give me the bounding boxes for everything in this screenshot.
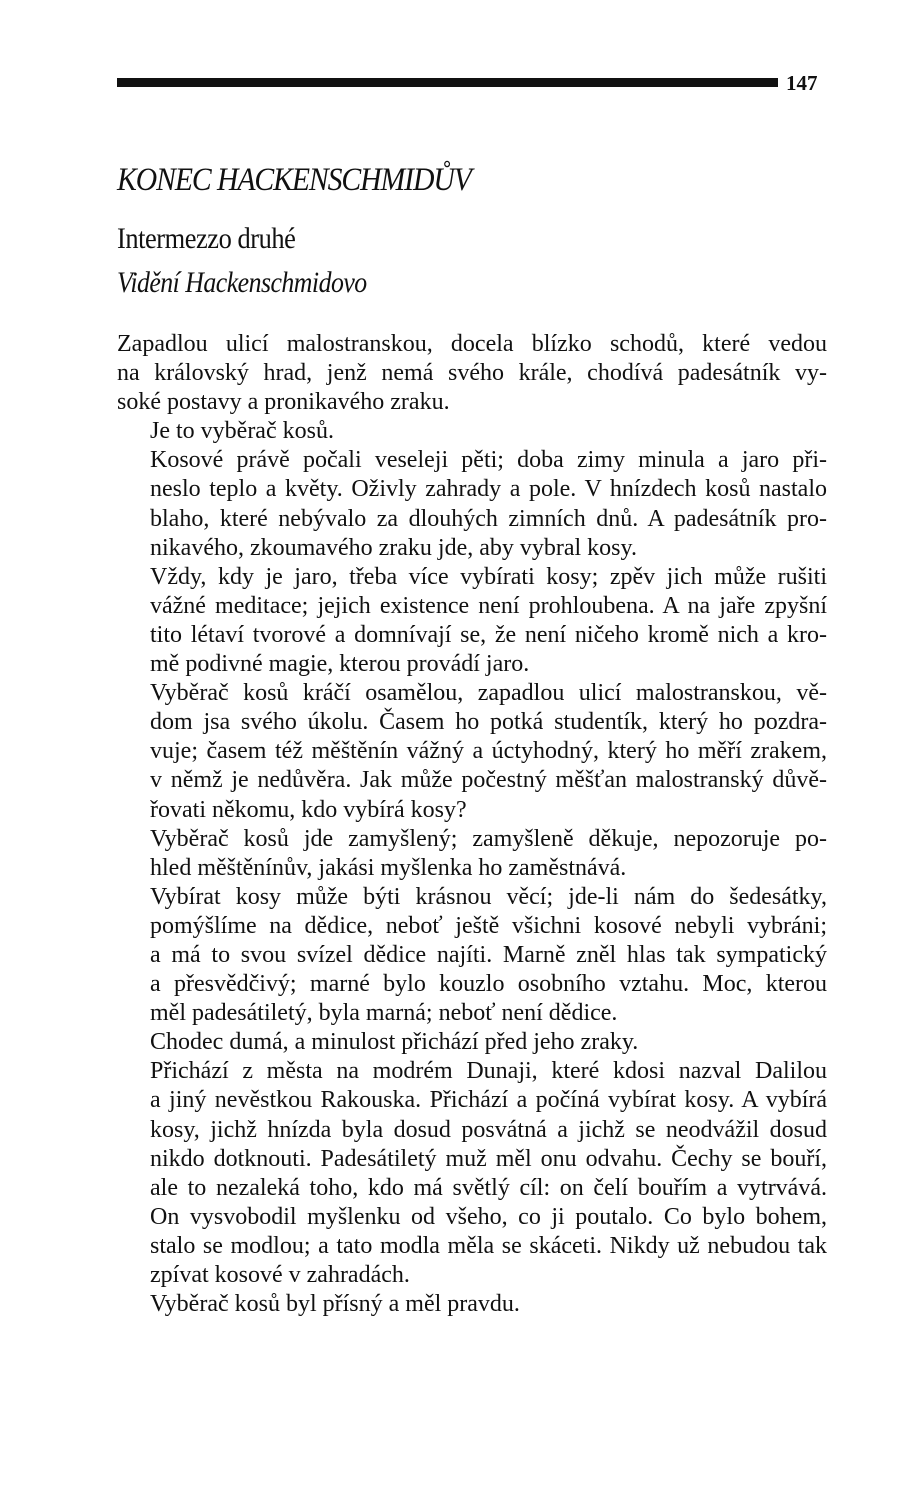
text-line: Chodec dumá, a minulost přichází před jeho zraky. xyxy=(150,1029,639,1056)
text-line: kosy, jichž hnízda byla dosud posvátná a jichž se neodvážil dosud xyxy=(150,1116,827,1143)
paragraph xyxy=(117,825,827,883)
chapter-subtitle: Intermezzo druhé xyxy=(117,222,296,255)
text-line: Vyběrač kosů byl přísný a měl pravdu. xyxy=(150,1291,520,1318)
text-line: soké postavy a pronikavého zraku. xyxy=(117,389,450,416)
text-line: Vyběrač kosů jde zamyšlený; zamyšleně děkuje, nepozoruje po- xyxy=(150,825,827,852)
text-line: a má to svou svízel dědice najíti. Marně zněl hlas tak sympatický xyxy=(150,941,827,968)
text-line: Vybírat kosy může býti krásnou věcí; jde-li nám do šedesátky, xyxy=(150,883,827,910)
text-line: a jiný nevěstkou Rakouska. Přichází a počíná vybírat kosy. A vybírá xyxy=(150,1087,827,1114)
text-line: vuje; časem též měštěnín vážný a úctyhodný, který ho měří zrakem, xyxy=(150,738,827,765)
text-line: pomýšlíme na dědice, neboť ještě všichni kosové nebyli vybráni; xyxy=(150,912,827,939)
paragraph xyxy=(117,417,827,446)
text-line: vážné meditace; jejich existence není prohloubena. A na jaře zpyšní xyxy=(150,592,827,619)
text-line: Kosové právě počali veseleji pěti; doba zimy minula a jaro při- xyxy=(150,447,827,474)
text-line: blaho, které nebývalo za dlouhých zimních dnů. A padesátník pro- xyxy=(150,505,827,532)
text-line: na královský hrad, jenž nemá svého krále, chodívá padesátník vy- xyxy=(117,360,827,387)
text-line: On vysvobodil myšlenku od všeho, co ji poutalo. Co bylo bohem, xyxy=(150,1203,827,1230)
text-line: Přichází z města na modrém Dunaji, které kdosi nazval Dalilou xyxy=(150,1058,827,1085)
paragraph xyxy=(117,563,827,679)
text-line: neslo teplo a květy. Oživly zahrady a pole. V hnízdech kosů nastalo xyxy=(150,476,827,503)
text-line: stalo se modlou; a tato modla měla se skáceti. Nikdy už nebudou tak xyxy=(150,1232,827,1259)
text-line: dom jsa svého úkolu. Časem ho potká studentík, který ho pozdra- xyxy=(150,709,827,736)
paragraph xyxy=(117,1028,827,1057)
text-line: hled měštěnínův, jakási myšlenka ho zaměstnává. xyxy=(150,854,627,881)
text-line: Vždy, kdy je jaro, třeba více vybírati kosy; zpěv jich může rušiti xyxy=(150,563,827,590)
paragraph xyxy=(117,883,827,1028)
text-line: Vyběrač kosů kráčí osamělou, zapadlou ulicí malostranskou, vě- xyxy=(150,680,827,707)
text-line: v němž je nedůvěra. Jak může počestný měšťan malostranský důvě- xyxy=(150,767,827,794)
text-line: nikdo dotknouti. Padesátiletý muž měl onu odvahu. Čechy se bouří, xyxy=(150,1145,827,1172)
chapter-title: KONEC HACKENSCHMIDŮV xyxy=(117,162,471,198)
paragraph xyxy=(117,1290,827,1319)
text-line: tito létaví tvorové a domnívají se, že není ničeho kromě nich a kro- xyxy=(150,621,827,648)
page-number: 147 xyxy=(786,71,818,95)
text-line: Zapadlou ulicí malostranskou, docela blízko schodů, které vedou xyxy=(117,331,827,357)
paragraph xyxy=(117,1057,827,1290)
paragraph xyxy=(117,330,827,417)
text-line: a přesvědčivý; marné bylo kouzlo osobního vztahu. Moc, kterou xyxy=(150,971,827,998)
text-line: ale to nezaleká toho, kdo má světlý cíl: on čelí bouřím a vytrvává. xyxy=(150,1174,827,1201)
text-line: měl padesátiletý, byla marná; neboť není dědice. xyxy=(150,1000,618,1027)
paragraph xyxy=(117,446,827,562)
text-line: řovati někomu, kdo vybírá kosy? xyxy=(150,796,467,823)
text-line: zpívat kosové v zahradách. xyxy=(150,1262,410,1288)
section-heading: Vidění Hackenschmidovo xyxy=(117,266,367,299)
text-line: Je to vyběrač kosů. xyxy=(150,418,334,445)
paragraph xyxy=(117,679,827,824)
body-text xyxy=(117,330,827,1319)
text-line: nikavého, zkoumavého zraku jde, aby vybral kosy. xyxy=(150,534,637,561)
header-rule xyxy=(117,78,778,87)
text-line: mě podivné magie, kterou provádí jaro. xyxy=(150,651,530,678)
